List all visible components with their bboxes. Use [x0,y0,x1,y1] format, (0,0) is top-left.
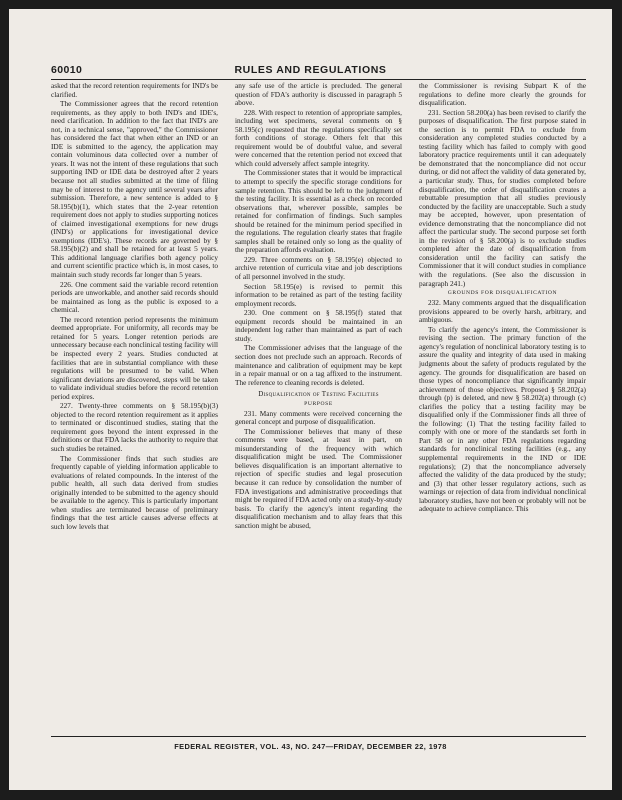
column-right [419,82,586,515]
paragraph: 227. Twenty-three comments on § 58.195(b)(3) objected to the record retention requirement as it applies to terminated or discontinued studies, stating that the requirement goes beyond the intent expressed in the definitions or that FDA lacks the authority to require that such studies be retained. [51,401,218,453]
section-title: RULES AND REGULATIONS [234,64,387,76]
paragraph: The Commissioner states that it would be impractical to attempt to specify the specific storage conditions for sample retention. This should be left to the judgment of the testing facility. It is essential as a check on recorded observations that, wherever possible, samples be retained for confirmation of findings. Such samples should be retained for the minimum period specified in the regulations. The regulation clearly states that fragile samples shall be retained only so long as the quality of the preparation affords evaluation. [235,168,402,255]
paragraph: 228. With respect to retention of appropriate samples, including wet specimens, several comments on § 58.195(c) requested that the regulations specifically set forth conditions of storage. Others felt that this requirement would be of doubtful value, and several were concerned that the retention period not exceed that which could adversely affect sample integrity. [235,107,402,168]
paragraph: the Commissioner is revising Subpart K of the regulations to define more clearly the grounds for disqualification. [419,82,586,108]
page-header [9,64,612,78]
paragraph: The Commissioner agrees that the record retention requirements, as they apply to both IND's and IDE's, need clarification. In addition to the fact that IND's are not, in a technical sense, "approved," the Commissioner has considered the fact that when either an IND or an IDE is submitted to the agency, the application may contain voluminous data collected over a number of years. It was not the intent of these regulations that such supporting IND or IDE data be destroyed after 2 years because not all studies submitted at the time of filing may be of interest to the agency until several years after submission. Therefore, a new sentence is added to § 58.195(b)(1), which states that the 2-year retention requirement does not apply to studies supporting notices of claimed investigational exemptions for new drugs (IND's) or applications for investigational device exemptions (IDE's). These records are governed by § 58.195(b)(2) and shall be retained for at least 5 years. This additional language clarifies both agency policy and current scientific practice which is, in most cases, to maintain such study records far longer than 5 years. [51,99,218,280]
column-middle [235,82,402,531]
footer-rule [51,736,586,737]
column-left [51,82,218,532]
paragraph: any safe use of the article is precluded. The general question of FDA's authority is discussed in paragraph 5 above. [235,82,402,108]
paragraph: To clarify the agency's intent, the Commissioner is revising the section. The primary function of the agency's regulation of nonclinical laboratory testing is to assure the quality and integrity of data used in making judgments about the safety of products regulated by the agency. The grounds for disqualification are based on those types of noncompliance that significantly impair achievement of those objectives. Proposed § 58.202(a) through (p) is deleted, and new § 58.202(a) through (c) clarifies the policy that a testing facility may be disqualified only if the Commissioner finds all three of the following: (1) That the testing facility failed to comply with one or more of the standards set forth in Part 58 or in any other FDA regulations regarding standards for nonclinical testing facilities (e.g., any supplemental requirements in the IND or IDE regulations); (2) that the noncompliance adversely affected the validity of the data produced by the study; and (3) that other lesser regulatory actions, such as warnings or rejection of data from individual nonclinical laboratory studies, have not been or probably will not be adequate to achieve compliance. This [419,324,586,514]
footer-citation: FEDERAL REGISTER, VOL. 43, NO. 247—FRIDAY, DECEMBER 22, 1978 [174,742,447,751]
paragraph: 230. One comment on § 58.195(f) stated that equipment records should be maintained in an independent log rather than maintained as part of each study. [235,308,402,343]
text-columns [51,82,586,732]
paragraph: 226. One comment said the variable record retention periods are unworkable, and another said records should be maintained as long as the public is exposed to a chemical. [51,279,218,315]
section-heading: Disqualification of Testing Facilities [258,390,379,399]
header-rule [51,79,586,80]
paragraph: The Commissioner advises that the language of the section does not preclude such an approach. Records of maintenance and calibration of equipment may be kept in a repair manual or on a tag affixed to the instrument. The reference to cleaning records is deleted. [235,343,402,387]
paragraph: 231. Many comments were received concerning the general concept and purpose of disqualification. [235,408,402,427]
paragraph: Section 58.195(e) is revised to permit this information to be retained as part of the testing facility employment records. [235,281,402,308]
paragraph: The Commissioner finds that such studies are frequently capable of yielding information applicable to evaluations of related compounds. In the interest of the public health, all such data derived from studies originally intended to be submitted to the agency should be available to the agency. This is particularly important when studies are terminated because of preliminary findings that the test article causes adverse effects at such low levels that [51,453,218,531]
paragraph: 229. Three comments on § 58.195(e) objected to archive retention of curricula vitae and job descriptions of all personnel involved in the study. [235,254,402,282]
document-page [9,9,612,790]
paragraph: 231. Section 58.200(a) has been revised to clarify the purposes of disqualification. The first purpose stated in the section is to permit FDA to exclude from consideration any completed studies conducted by a testing facility which has failed to comply with good laboratory practice requirements until it can adequately be demonstrated that the noncompliance did not occur during, or did not affect the validity of data generated by, a particular study. Thus, for studies completed before disqualification, the order of disqualification creates a rebuttable presumption that all studies previously conducted by the facility are unacceptable. Such a study may be accepted, however, upon presentation of evidence demonstrating that the noncompliance did not affect the particular study. The second purpose set forth in the revision of § 58.200(a) is to exclude studies completed after the date of disqualification from consideration until the facility can satisfy the Commissioner that it will conduct studies in compliance with the regulations. (See also the discussion in paragraph 241.) [419,107,586,288]
paragraph: asked that the record retention requirements for IND's be clarified. [51,82,218,99]
subsection-heading: PURPOSE [304,400,333,407]
page-number: 60010 [51,64,83,76]
subsection-heading: GROUNDS FOR DISQUALIFICATION [447,290,558,297]
paragraph: The Commissioner believes that many of these comments were based, at least in part, on misunderstanding of the frequency with which disqualification might be used. The Commissioner believes disqualification is an important alternative to rejection of specific studies and legal prosecution because it can reduce by consolidation the number of FDA investigations and administrative proceedings that might be required if FDA acted only on a study-by-study basis. To clarify the agency's intent regarding the disqualification mechanism and to allay fears that this sanction might be abused, [235,426,402,530]
paragraph: The record retention period represents the minimum deemed appropriate. For uniformity, all records may be retained for 5 years. Longer retention periods are unnecessary because each nonclinical testing facility will be inspected every 2 years. Studies conducted at facilities that are in substantial compliance with these regulations will be presumed to be valid. When significant deviations are discovered, steps will be taken to validate individual studies before the record retention period expires. [51,314,218,401]
paragraph: 232. Many comments argued that the disqualification provisions appeared to be overly harsh, arbitrary, and ambiguous. [419,298,586,325]
